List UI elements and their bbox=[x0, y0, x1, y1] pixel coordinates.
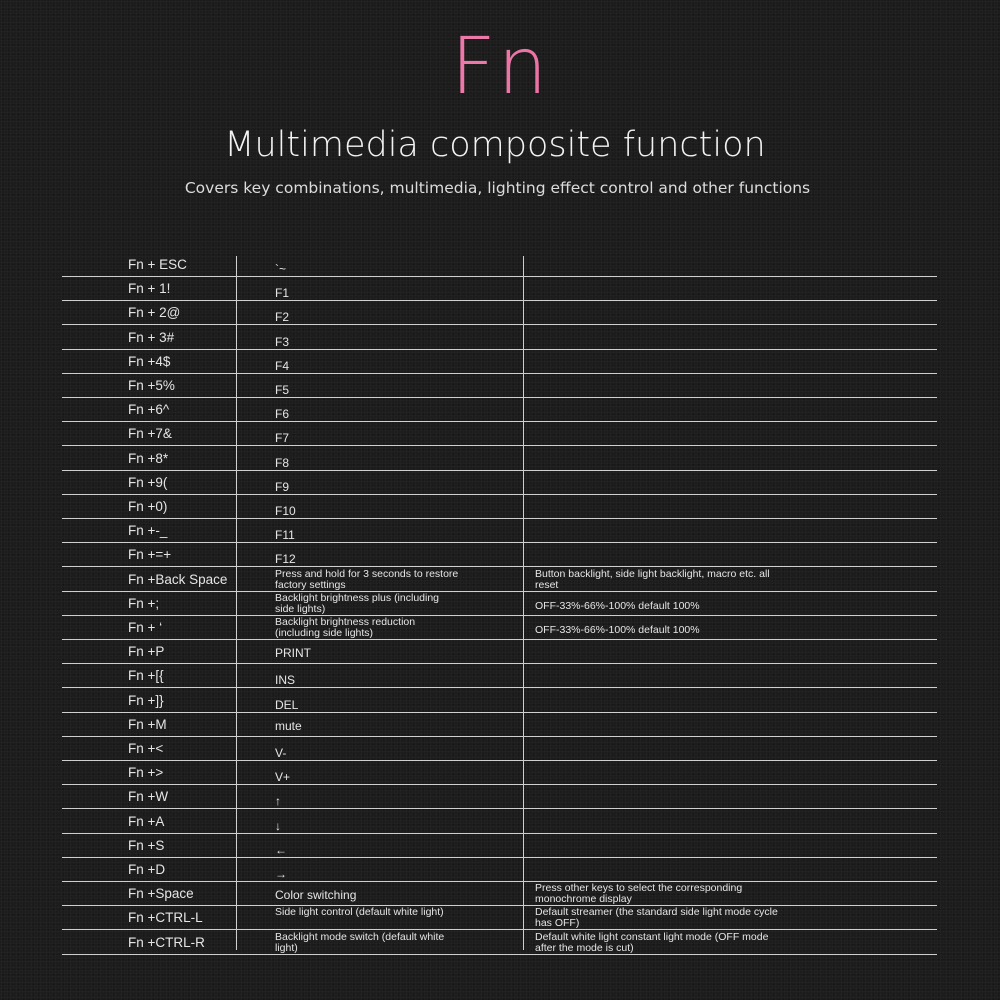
key-combination: Fn +]} bbox=[128, 693, 164, 708]
function-value: ↓ bbox=[275, 819, 281, 833]
row-divider bbox=[62, 445, 937, 446]
function-note: Default streamer (the standard side light mode cycle has OFF) bbox=[535, 906, 778, 929]
column-divider bbox=[523, 256, 524, 950]
function-value: Backlight mode switch (default white light) bbox=[275, 931, 445, 954]
page-tagline: Covers key combinations, multimedia, lighting effect control and other functions bbox=[184, 179, 811, 197]
column-divider bbox=[236, 256, 237, 950]
row-divider bbox=[62, 687, 937, 688]
function-value: Backlight brightness reduction (including side lights) bbox=[275, 616, 416, 639]
function-value: F8 bbox=[275, 456, 290, 470]
row-divider bbox=[62, 833, 937, 834]
key-combination: Fn +CTRL-L bbox=[128, 910, 203, 925]
row-divider bbox=[62, 736, 937, 737]
key-combination: Fn +< bbox=[128, 741, 164, 756]
function-note: Press other keys to select the corresponding monochrome display bbox=[535, 882, 743, 905]
function-value: V+ bbox=[275, 770, 291, 784]
function-value: Side light control (default white light) bbox=[275, 906, 444, 918]
row-divider bbox=[62, 857, 937, 858]
function-value: F5 bbox=[275, 383, 290, 397]
function-value: F2 bbox=[275, 310, 290, 324]
key-combination: Fn +P bbox=[128, 644, 165, 659]
key-combination: Fn + ESC bbox=[128, 257, 187, 272]
row-divider bbox=[62, 324, 937, 325]
function-value: F9 bbox=[275, 480, 290, 494]
function-value: Color switching bbox=[275, 888, 357, 902]
function-value: mute bbox=[275, 719, 302, 733]
key-combination: Fn +9( bbox=[128, 475, 168, 490]
function-value: F1 bbox=[275, 286, 290, 300]
key-combination: Fn +D bbox=[128, 862, 166, 877]
function-note: Default white light constant light mode (OFF mode after the mode is cut) bbox=[535, 931, 769, 954]
function-value: F7 bbox=[275, 431, 290, 445]
function-value: → bbox=[275, 867, 287, 881]
key-combination: Fn +S bbox=[128, 838, 165, 853]
row-divider bbox=[62, 760, 937, 761]
row-divider bbox=[62, 373, 937, 374]
function-value: F11 bbox=[275, 528, 295, 542]
key-combination: Fn +7& bbox=[128, 426, 172, 441]
row-divider bbox=[62, 881, 937, 882]
row-divider bbox=[62, 542, 937, 543]
row-divider bbox=[62, 397, 937, 398]
row-divider bbox=[62, 518, 937, 519]
function-value: F12 bbox=[275, 552, 296, 566]
row-divider bbox=[62, 954, 937, 955]
row-divider bbox=[62, 300, 937, 301]
function-note: OFF-33%-66%-100% default 100% bbox=[535, 600, 700, 612]
row-divider bbox=[62, 784, 937, 785]
function-value: PRINT bbox=[275, 646, 311, 660]
row-divider bbox=[62, 276, 937, 277]
function-value: ↑ bbox=[275, 794, 281, 808]
key-combination: Fn +8* bbox=[128, 451, 169, 466]
key-combination: Fn +5% bbox=[128, 378, 175, 393]
key-combination: Fn + 1! bbox=[128, 281, 171, 296]
page-subtitle: Multimedia composite function bbox=[224, 125, 766, 165]
key-combination: Fn +CTRL-R bbox=[128, 935, 205, 950]
key-combination: Fn + 2@ bbox=[128, 305, 181, 320]
row-divider bbox=[62, 566, 937, 567]
function-value: F4 bbox=[275, 359, 290, 373]
page-title: Fn bbox=[0, 22, 1000, 112]
row-divider bbox=[62, 808, 937, 809]
function-value: Press and hold for 3 seconds to restore factory settings bbox=[275, 568, 459, 591]
key-combination: Fn +> bbox=[128, 765, 164, 780]
row-divider bbox=[62, 615, 937, 616]
key-combination: Fn +-_ bbox=[128, 523, 168, 538]
row-divider bbox=[62, 929, 937, 930]
function-value: ← bbox=[275, 843, 287, 857]
key-combination: Fn +[{ bbox=[128, 668, 164, 683]
key-combination: Fn +=+ bbox=[128, 547, 172, 562]
key-combination: Fn +4$ bbox=[128, 354, 171, 369]
function-value: V- bbox=[275, 746, 287, 760]
row-divider bbox=[62, 712, 937, 713]
function-value: INS bbox=[275, 673, 296, 687]
function-note: Button backlight, side light backlight, macro etc. all reset bbox=[535, 568, 770, 591]
key-combination: Fn +6^ bbox=[128, 402, 170, 417]
key-combination: Fn +Space bbox=[128, 886, 194, 901]
function-value: F10 bbox=[275, 504, 296, 518]
row-divider bbox=[62, 421, 937, 422]
key-combination: Fn +Back Space bbox=[128, 572, 228, 587]
row-divider bbox=[62, 639, 937, 640]
key-combination: Fn +0) bbox=[128, 499, 168, 514]
key-combination: Fn +W bbox=[128, 789, 169, 804]
key-combination: Fn +A bbox=[128, 814, 165, 829]
row-divider bbox=[62, 470, 937, 471]
function-value: F3 bbox=[275, 335, 290, 349]
function-note: OFF-33%-66%-100% default 100% bbox=[535, 624, 700, 636]
key-combination: Fn +; bbox=[128, 596, 160, 611]
function-value: Backlight brightness plus (including side lights) bbox=[275, 592, 440, 615]
key-combination: Fn + 3# bbox=[128, 330, 175, 345]
key-combination: Fn +M bbox=[128, 717, 167, 732]
row-divider bbox=[62, 905, 937, 906]
key-combination: Fn + ‘ bbox=[128, 620, 163, 635]
row-divider bbox=[62, 591, 937, 592]
row-divider bbox=[62, 663, 937, 664]
function-value: F6 bbox=[275, 407, 290, 421]
row-divider bbox=[62, 349, 937, 350]
row-divider bbox=[62, 494, 937, 495]
function-value: `~ bbox=[275, 262, 287, 276]
function-value: DEL bbox=[275, 698, 299, 712]
